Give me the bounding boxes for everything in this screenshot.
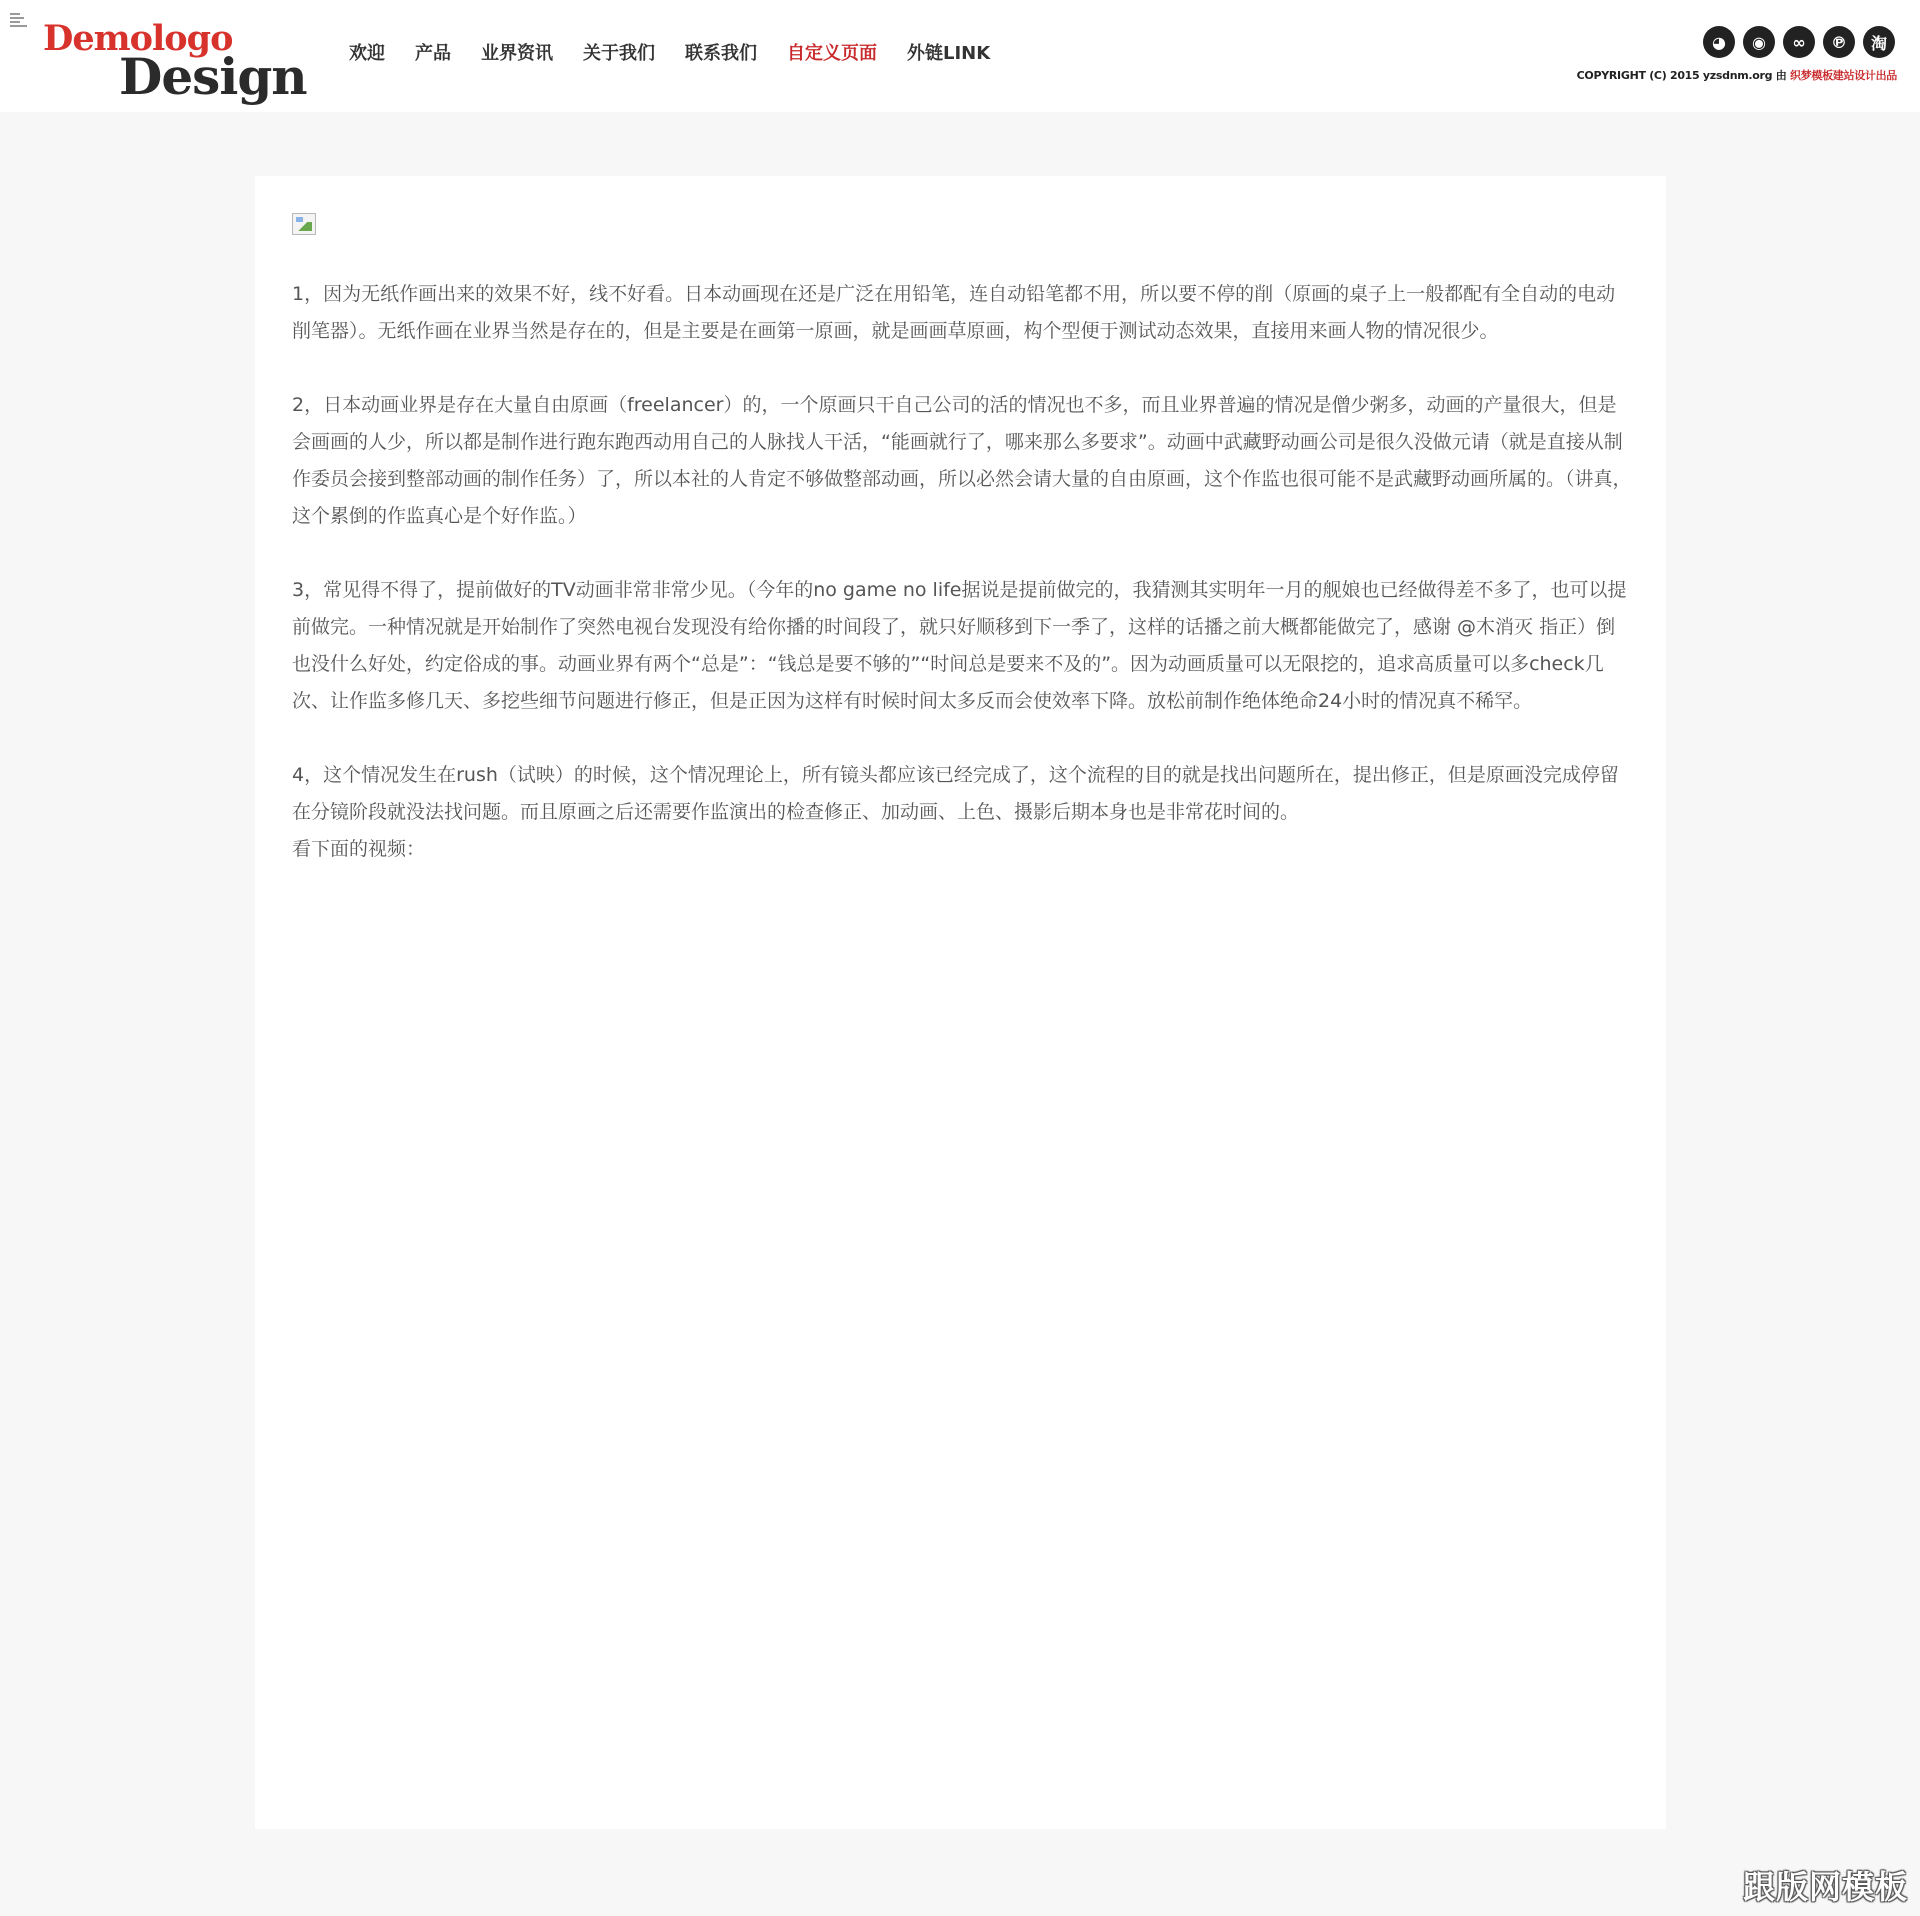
taobao-icon[interactable]: 淘 (1863, 26, 1895, 58)
menu-toggle-icon[interactable] (10, 13, 27, 29)
logo-bottom-text: Design (119, 47, 307, 106)
site-header (0, 0, 1920, 112)
nav-item-contact[interactable]: 联系我们 (685, 43, 757, 64)
video-embed[interactable] (292, 946, 1632, 1776)
nav-item-custom-page[interactable]: 自定义页面 (787, 43, 877, 64)
pinterest-icon[interactable]: ℗ (1823, 26, 1855, 58)
article-paragraph-4: 4，这个情况发生在rush（试映）的时候，这个情况理论上，所有镜头都应该已经完成了，这个流程的目的就是找出问题所在，提出修正，但是原画没完成停留在分镜阶段就没法找问题。而且原画之后还需要作监演出的检查修正、加动画、上色、摄影后期本身也是非常花时间的。 (292, 764, 1619, 823)
copyright (1577, 67, 1897, 83)
qq-icon[interactable]: ◕ (1703, 26, 1735, 58)
copyright-text: COPYRIGHT (C) 2015 yzsdnm.org 由 (1576, 69, 1787, 82)
weibo-icon[interactable]: ◉ (1743, 26, 1775, 58)
wechat-icon[interactable]: ∞ (1783, 26, 1815, 58)
article-paragraph-3: 3，常见得不得了，提前做好的TV动画非常非常少见。（今年的no game no life据说是提前做完的，我猜测其实明年一月的舰娘也已经做得差不多了，也可以提前做完。一种情况就是开始制作了突然电视台发现没有给你播的时间段了，就只好顺移到下一季了，这样的话播之前大概都能做完了，感谢 @木消灭 指正）倒也没什么好处，约定俗成的事。动画业界有两个“总是”：“钱总是要不够的”“时间总是要来不及的”。因为动画质量可以无限挖的，追求高质量可以多check几次、让作监多修几天、多挖些细节问题进行修正，但是正因为这样有时候时间太多反而会使效率下降。放松前制作绝体绝命24小时的情况真不稀罕。 (292, 579, 1627, 712)
nav-item-welcome[interactable]: 欢迎 (349, 43, 385, 64)
site-watermark: 跟版网模板 (1742, 1868, 1908, 1906)
nav-item-external-link[interactable]: 外链LINK (907, 43, 991, 64)
logo-top-text: Demologo (43, 18, 233, 59)
social-links (1703, 26, 1895, 58)
copyright-link[interactable]: 织梦模板建站设计出品 (1790, 69, 1897, 82)
nav-item-products[interactable]: 产品 (415, 43, 451, 64)
broken-image-icon (292, 213, 316, 235)
article-paragraph-1: 1，因为无纸作画出来的效果不好，线不好看。日本动画现在还是广泛在用铅笔，连自动铅笔都不用，所以要不停的削（原画的桌子上一般都配有全自动的电动削笔器）。无纸作画在业界当然是存在的，但是主要是在画第一原画，就是画画草原画，构个型便于测试动态效果，直接用来画人物的情况很少。 (292, 283, 1616, 342)
nav-item-about[interactable]: 关于我们 (583, 43, 655, 64)
article-paragraph-2: 2，日本动画业界是存在大量自由原画（freelancer）的，一个原画只干自己公司的活的情况也不多，而且业界普遍的情况是僧少粥多，动画的产量很大，但是会画画的人少，所以都是制作进行跑东跑西动用自己的人脉找人干活，“能画就行了，哪来那么多要求”。动画中武藏野动画公司是很久没做元请（就是直接从制作委员会接到整部动画的制作任务）了，所以本社的人肯定不够做整部动画，所以必然会请大量的自由原画，这个作监也很可能不是武藏野动画所属的。（讲真，这个累倒的作监真心是个好作监。） (292, 394, 1632, 527)
site-logo[interactable] (43, 18, 307, 106)
main-nav (349, 41, 1020, 67)
nav-item-industry-news[interactable]: 业界资讯 (481, 43, 553, 64)
article-card (255, 176, 1666, 1829)
article-body (292, 276, 1632, 868)
video-caption: 看下面的视频： (292, 838, 426, 860)
